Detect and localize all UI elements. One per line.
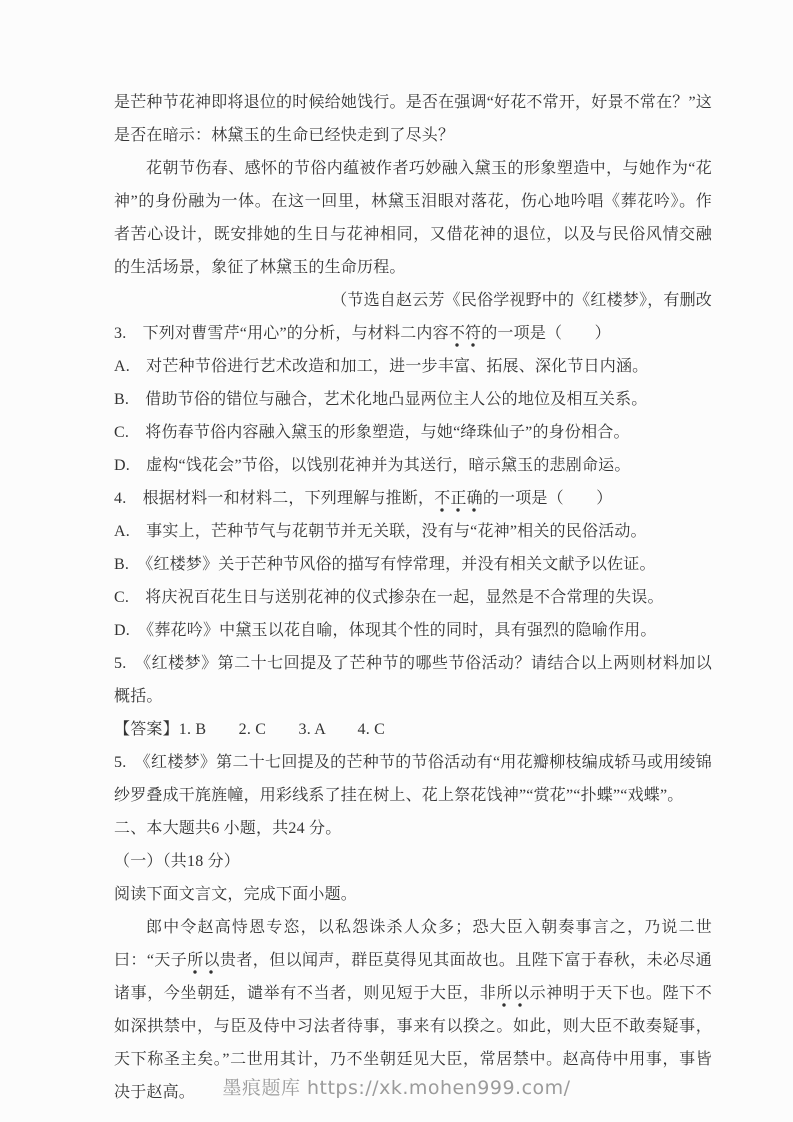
- text-run: C. 将庆祝百花生日与送别花神的仪式掺杂在一起，显然是不合常理的失误。: [114, 589, 664, 606]
- watermark-text: 墨痕题库 https://xk.mohen999.com/: [222, 1077, 571, 1099]
- paragraph-source-note: [114, 284, 712, 317]
- text-run: 【答案】1. B 2. C 3. A 4. C: [114, 721, 386, 738]
- text-run: 贵者，但以闻声，群臣莫得见其面故也。且陛下富于春秋，未必尽通诸事，今坐朝廷，谴举有不当者，则见短于大臣，非: [114, 952, 712, 1002]
- text-run: 郎中令赵高恃恩专恣，以私怨诛杀人众多；恐大臣入朝奏事言之，乃说二世曰：“天子: [114, 919, 712, 969]
- text-run: 示神明于天下也。陛下不如深拱禁中，与臣及侍中习法者待事，事来有以揆之。如此，则大臣不敢奏疑事，天下称圣主矣。”二世用其计，乃不坐朝廷见大臣，常居禁中。赵高侍中用事，事皆决于赵高。: [114, 985, 713, 1101]
- text-run: B. 《红楼梦》关于芒种节风俗的描写有悖常理，并没有相关文献予以佐证。: [114, 556, 656, 573]
- text-run: A. 事实上，芒种节气与花朝节并无关联，没有与“花神”相关的民俗活动。: [114, 523, 647, 540]
- paragraph-question-5: [114, 647, 712, 713]
- emphasized-text: 所以: [496, 985, 529, 1008]
- text-run: 阅读下面文言文，完成下面小题。: [114, 886, 358, 903]
- paragraph-question-4-option-c: [114, 581, 712, 614]
- watermark-footer: [0, 1073, 793, 1100]
- text-run: D. 虚构“饯花会”节俗，以饯别花神并为其送行，暗示黛玉的悲剧命运。: [114, 457, 631, 474]
- paragraph-section-2-part-1-header: [114, 845, 712, 878]
- document-body: [114, 86, 712, 1109]
- text-run: 5. 《红楼梦》第二十七回提及的芒种节的节俗活动有“用花瓣柳枝编成轿马或用绫锦纱罗叠成干旄旌幢，用彩线系了挂在树上、花上祭花饯神”“赏花”“扑蝶”“戏蝶”。: [114, 754, 712, 804]
- text-run: D. 《葬花吟》中黛玉以花自喻，体现其个性的同时，具有强烈的隐喻作用。: [114, 622, 657, 639]
- text-run: 3. 下列对曹雪芹“用心”的分析，与材料二内容: [114, 325, 449, 342]
- paragraph-answer-key: [114, 713, 712, 746]
- paragraph-question-4-option-d: [114, 614, 712, 647]
- paragraph-question-4: [114, 482, 712, 515]
- text-run: （一）（共18 分）: [114, 853, 241, 870]
- paragraph-question-3-option-c: [114, 416, 712, 449]
- paragraph-question-3-option-b: [114, 383, 712, 416]
- text-run: 5. 《红楼梦》第二十七回提及了芒种节的哪些节俗活动？请结合以上两则材料加以概括。: [114, 655, 712, 705]
- text-run: （节选自赵云芳《民俗学视野中的《红楼梦》，有删改: [331, 292, 712, 309]
- paragraph-question-3-option-d: [114, 449, 712, 482]
- paragraph-reading-instruction: [114, 878, 712, 911]
- emphasized-text: 所以: [187, 952, 220, 975]
- paragraph-question-4-option-b: [114, 548, 712, 581]
- text-run: 的一项是（ ）: [481, 325, 611, 342]
- paragraph-question-4-option-a: [114, 515, 712, 548]
- text-run: 花朝节伤春、感怀的节俗内蕴被作者巧妙融入黛玉的形象塑造中，与她作为“花神”的身份融为一体。在这一回里，林黛玉泪眼对落花，伤心地吟唱《葬花吟》。作者苦心设计，既安排她的生日与花神相同，又借花神的退位，以及与民俗风情交融的生活场景，象征了林黛玉的生命历程。: [114, 160, 712, 276]
- text-run: 二、本大题共6 小题，共24 分。: [114, 820, 342, 837]
- paragraph-question-3-option-a: [114, 350, 712, 383]
- text-run: C. 将伤春节俗内容融入黛玉的形象塑造，与她“绛珠仙子”的身份相合。: [114, 424, 630, 441]
- paragraph-material-continuation: [114, 86, 712, 152]
- paragraph-question-3: [114, 317, 712, 350]
- text-run: 是芒种节花神即将退位的时候给她饯行。是否在强调“好花不常开，好景不常在？”这是否在暗示：林黛玉的生命已经快走到了尽头？: [114, 94, 712, 144]
- paragraph-answer-5: [114, 746, 712, 812]
- text-run: A. 对芒种节俗进行艺术改造和加工，进一步丰富、拓展、深化节日内涵。: [114, 358, 649, 375]
- text-run: 的一项是（ ）: [482, 490, 613, 507]
- paragraph-section-2-header: [114, 812, 712, 845]
- text-run: B. 借助节俗的错位与融合，艺术化地凸显两位主人公的地位及相互关系。: [114, 391, 648, 408]
- text-run: 4. 根据材料一和材料二，下列理解与推断，: [114, 490, 435, 507]
- emphasized-text: 不正确: [434, 490, 483, 513]
- emphasized-text: 不符: [449, 325, 481, 348]
- paragraph-material-para-2: [114, 152, 712, 284]
